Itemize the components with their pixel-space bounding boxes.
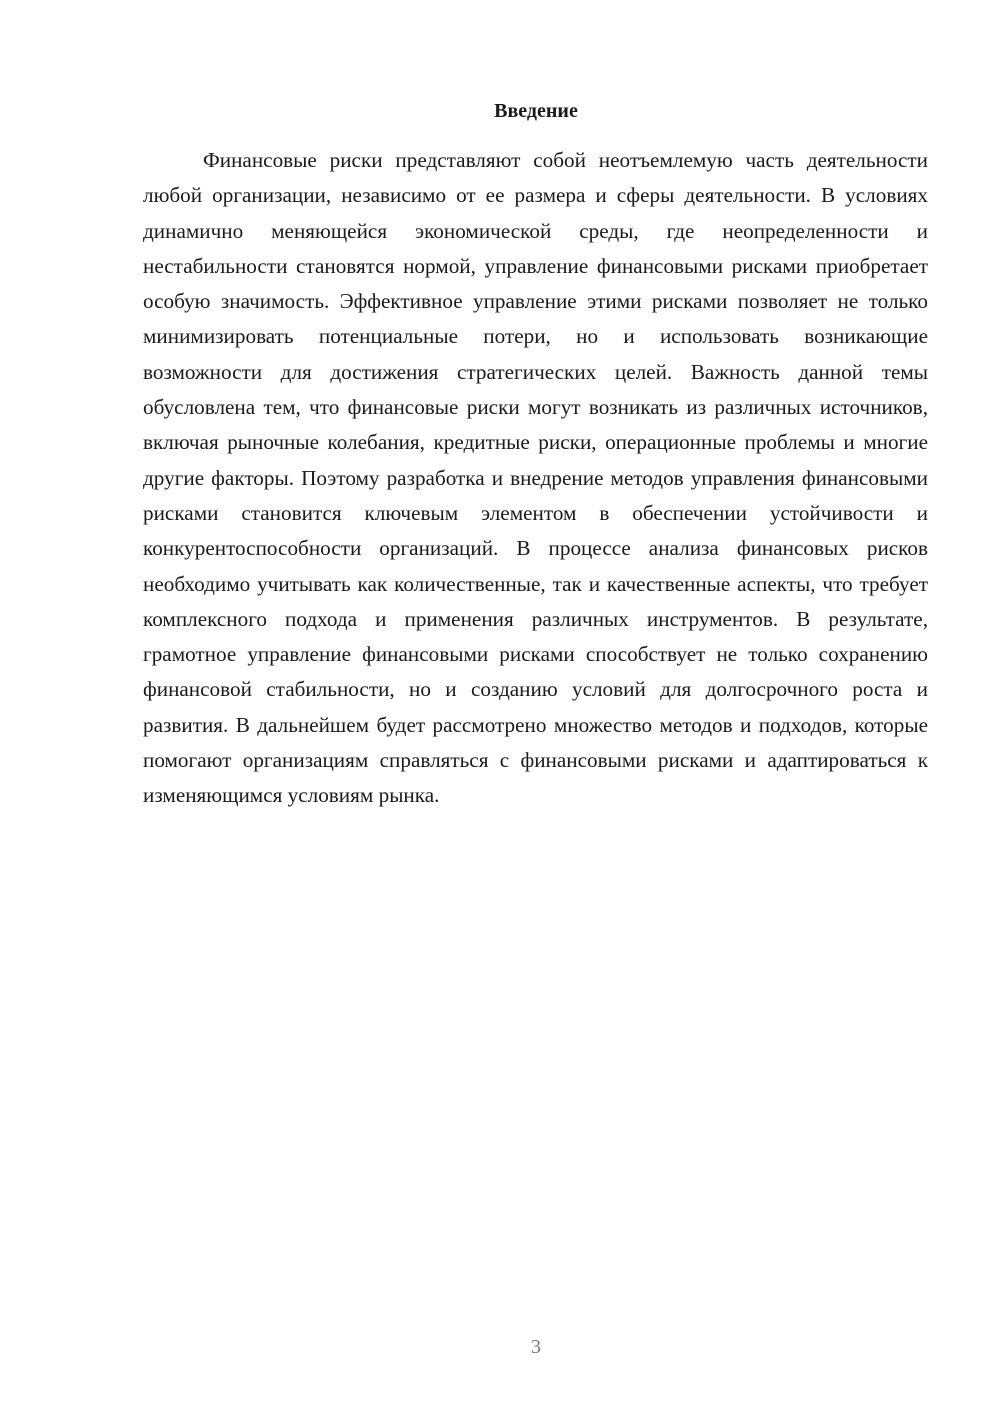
- section-heading: Введение: [494, 100, 578, 122]
- body-paragraph: Финансовые риски представляют собой неотъемлемую часть деятельности любой организации, независимо от ее размера и сферы деятельности. В условиях динамично меняющейся экономической среды, где неопределенности и нестабильности становятся нормой, управление финансовыми рисками приобретает особую значимость. Эффективное управление этими рисками позволяет не только минимизировать потенциальные потери, но и использовать возникающие возможности для достижения стратегических целей. Важность данной темы обусловлена тем, что финансовые риски могут возникать из различных источников, включая рыночные колебания, кредитные риски, операционные проблемы и многие другие факторы. Поэтому разработка и внедрение методов управления финансовыми рисками становится ключевым элементом в обеспечении устойчивости и конкурентоспособности организаций. В процессе анализа финансовых рисков необходимо учитывать как количественные, так и качественные аспекты, что требует комплексного подхода и применения различных инструментов. В результате, грамотное управление финансовыми рисками способствует не только сохранению финансовой стабильности, но и созданию условий для долгосрочного роста и развития. В дальнейшем будет рассмотрено множество методов и подходов, которые помогают организациям справляться с финансовыми рисками и адаптироваться к изменяющимся условиям рынка.: [143, 148, 928, 808]
- page-number: 3: [531, 1336, 541, 1358]
